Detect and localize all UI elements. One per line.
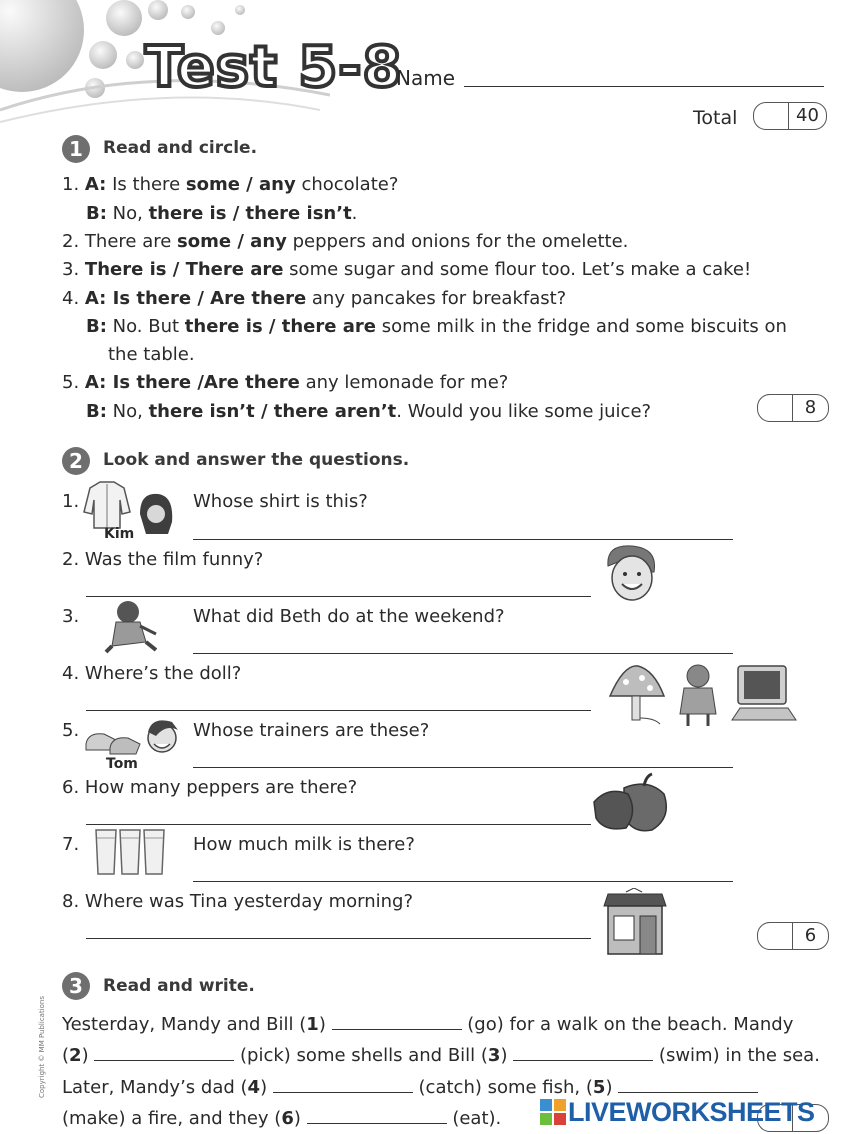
s1-q5a: 5. A: Is there /Are there any lemonade for me? (62, 372, 509, 393)
s1-q4b: B: No. But there is / there are some milk in the fridge and some biscuits on (86, 316, 787, 337)
s1-q2-choice[interactable]: some / any (177, 231, 287, 252)
s2-q5-number: 5. (62, 720, 80, 741)
s2-q8-answer-line[interactable] (86, 938, 591, 939)
s1-q5b-choice[interactable]: there isn’t / there aren’t (148, 401, 397, 422)
s2-q1-answer-line[interactable] (193, 539, 733, 540)
lamp-doll-computer-icon (604, 660, 800, 730)
total-label: Total (693, 107, 738, 129)
s2-q5-answer-line[interactable] (193, 767, 733, 768)
s3-line1: Yesterday, Mandy and Bill (1) (go) for a walk on the beach. Mandy (62, 1011, 793, 1037)
name-field[interactable] (464, 86, 824, 87)
liveworksheets-brand: LIVEWORKSHEETS (568, 1096, 815, 1127)
s2-q4-question: 4. Where’s the doll? (62, 663, 242, 684)
liveworksheets-logo (540, 1096, 815, 1128)
s1-q3: 3. There is / There are some sugar and some flour too. Let’s make a cake! (62, 259, 752, 280)
s2-q8-question: 8. Where was Tina yesterday morning? (62, 891, 414, 912)
total-score-box (753, 102, 827, 130)
s3-blank-4[interactable] (273, 1074, 413, 1093)
s2-q3-question: What did Beth do at the weekend? (193, 606, 505, 627)
total-score: 40 (796, 105, 819, 126)
s2-q3-number: 3. (62, 606, 80, 627)
s3-blank-5[interactable] (618, 1074, 758, 1093)
s2-q6-answer-line[interactable] (86, 824, 591, 825)
s2-q2-question: 2. Was the film funny? (62, 549, 264, 570)
s1-q5a-choice[interactable]: Is there /Are there (106, 372, 300, 393)
bookshop-icon (602, 888, 668, 956)
section2-score: 6 (804, 925, 817, 946)
s1-q1b: B: No, there is / there isn’t. (86, 203, 358, 224)
section1-heading: Read and circle. (103, 138, 258, 158)
s3-blank-6[interactable] (307, 1105, 447, 1124)
section1-number: 1 (62, 135, 90, 163)
section2-heading: Look and answer the questions. (103, 450, 410, 470)
s3-blank-1[interactable] (332, 1011, 462, 1030)
s1-q1b-choice[interactable]: there is / there isn’t (148, 203, 352, 224)
liveworksheets-icon (540, 1099, 566, 1125)
s2-q3-answer-line[interactable] (193, 653, 733, 654)
section1-score: 8 (804, 397, 817, 418)
s2-q1-caption: Kim (104, 526, 135, 542)
page-title: Test 5-8 (145, 35, 403, 100)
s3-line2: (2) (pick) some shells and Bill (3) (swim) in the sea. (62, 1042, 820, 1068)
peppers-icon (588, 772, 670, 834)
s2-q1-question: Whose shirt is this? (193, 491, 368, 512)
s3-blank-3[interactable] (513, 1042, 653, 1061)
s3-blank-2[interactable] (94, 1042, 234, 1061)
laughing-boy-icon (602, 542, 660, 606)
s1-q4a: 4. A: Is there / Are there any pancakes for breakfast? (62, 288, 567, 309)
section2-number: 2 (62, 447, 90, 475)
s1-q1a: 1. A: Is there some / any chocolate? (62, 174, 399, 195)
s3-line4: (make) a fire, and they (6) (eat). (62, 1105, 501, 1131)
s1-q1a-choice[interactable]: some / any (185, 174, 296, 195)
girl-skating-icon (100, 598, 162, 656)
s1-q5b: B: No, there isn’t / there aren’t. Would you like some juice? (86, 401, 652, 422)
s1-q4b-choice[interactable]: there is / there are (184, 316, 376, 337)
s1-q2: 2. There are some / any peppers and onions for the omelette. (62, 231, 629, 252)
s2-q7-answer-line[interactable] (193, 881, 733, 882)
s2-q5-caption: Tom (106, 756, 138, 772)
s2-q7-question: How much milk is there? (193, 834, 415, 855)
section2-score-box (757, 922, 829, 950)
copyright-text: Copyright © MM Publications (38, 995, 46, 1098)
s2-q4-answer-line[interactable] (86, 710, 591, 711)
section1-score-box (757, 394, 829, 422)
s1-q4a-choice[interactable]: Is there / Are there (106, 288, 307, 309)
s2-q2-answer-line[interactable] (86, 596, 591, 597)
s2-q5-question: Whose trainers are these? (193, 720, 430, 741)
s1-q4c: the table. (108, 344, 195, 365)
s3-line3: Later, Mandy’s dad (4) (catch) some fish, (5) (62, 1074, 758, 1100)
milk-glasses-icon (94, 826, 166, 878)
s2-q1-number: 1. (62, 491, 80, 512)
section3-heading: Read and write. (103, 976, 255, 996)
name-label: Name (396, 66, 456, 90)
section3-number: 3 (62, 972, 90, 1000)
s2-q7-number: 7. (62, 834, 80, 855)
s2-q6-question: 6. How many peppers are there? (62, 777, 358, 798)
s1-q3-choice[interactable]: There is / There are (84, 259, 284, 280)
